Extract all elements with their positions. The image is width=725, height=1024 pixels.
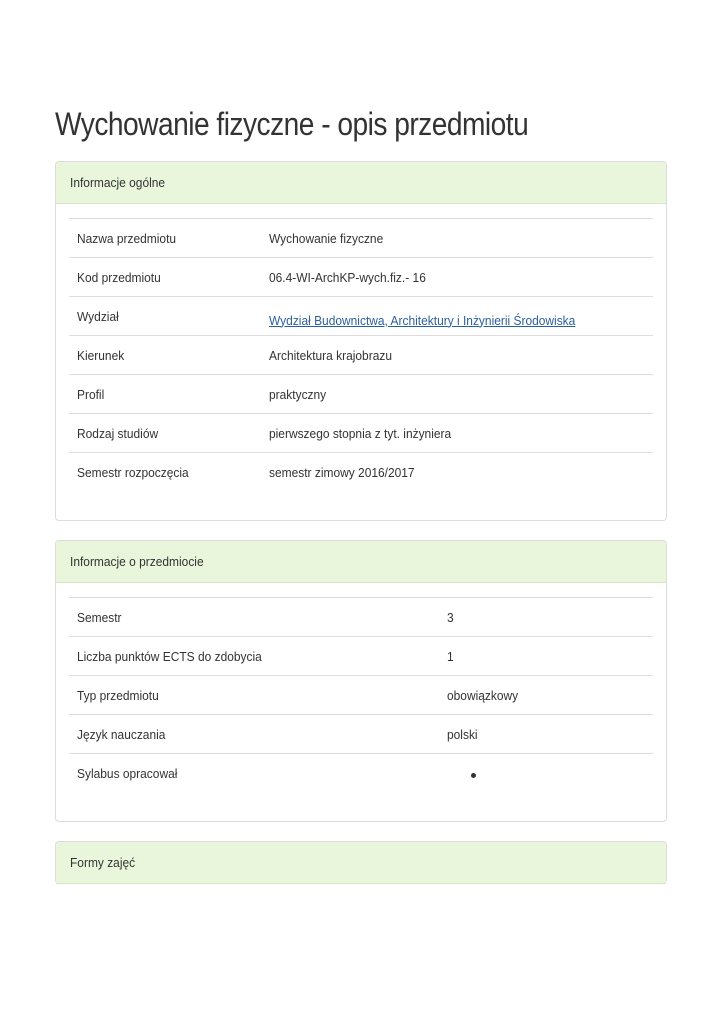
row-label: Semestr rozpoczęcia xyxy=(69,453,261,492)
general-info-table xyxy=(69,218,653,491)
table-row xyxy=(69,754,653,793)
subject-info-body xyxy=(56,583,666,792)
table-row xyxy=(69,219,653,258)
general-info-panel xyxy=(55,161,667,521)
row-label: Profil xyxy=(69,375,261,414)
row-value: obowiązkowy xyxy=(439,676,653,715)
general-info-heading-text: Informacje ogólne xyxy=(70,175,166,190)
general-info-body xyxy=(56,204,666,491)
row-label: Semestr xyxy=(69,598,439,637)
row-label: Liczba punktów ECTS do zdobycia xyxy=(69,637,439,676)
row-label: Kod przedmiotu xyxy=(69,258,261,297)
page-title: Wychowanie fizyczne - opis przedmiotu xyxy=(55,106,529,142)
class-forms-heading xyxy=(56,842,666,884)
bullet-icon xyxy=(471,773,476,778)
row-label: Język nauczania xyxy=(69,715,439,754)
class-forms-panel xyxy=(55,841,667,884)
row-label: Typ przedmiotu xyxy=(69,676,439,715)
faculty-link[interactable]: Wydział Budownictwa, Architektury i Inżynierii Środowiska xyxy=(269,312,576,328)
table-row xyxy=(69,676,653,715)
row-value: polski xyxy=(439,715,653,754)
table-row xyxy=(69,453,653,492)
row-value: Architektura krajobrazu xyxy=(261,336,653,375)
general-info-heading xyxy=(56,162,666,204)
row-label: Nazwa przedmiotu xyxy=(69,219,261,258)
table-row xyxy=(69,375,653,414)
table-row xyxy=(69,598,653,637)
table-row xyxy=(69,715,653,754)
row-value: semestr zimowy 2016/2017 xyxy=(261,453,653,492)
subject-info-heading-text: Informacje o przedmiocie xyxy=(70,554,204,569)
row-value xyxy=(439,754,653,793)
subject-info-panel xyxy=(55,540,667,822)
row-label: Wydział xyxy=(69,297,261,336)
subject-info-table xyxy=(69,597,653,792)
row-label: Sylabus opracował xyxy=(69,754,439,793)
row-value: pierwszego stopnia z tyt. inżyniera xyxy=(261,414,653,453)
row-value: Wychowanie fizyczne xyxy=(261,219,653,258)
table-row xyxy=(69,258,653,297)
row-value: 3 xyxy=(439,598,653,637)
table-row xyxy=(69,297,653,336)
row-label: Kierunek xyxy=(69,336,261,375)
row-value xyxy=(261,297,653,336)
table-row xyxy=(69,414,653,453)
row-value: 1 xyxy=(439,637,653,676)
row-label: Rodzaj studiów xyxy=(69,414,261,453)
table-row xyxy=(69,637,653,676)
class-forms-heading-text: Formy zajęć xyxy=(70,855,136,870)
row-value: 06.4-WI-ArchKP-wych.fiz.- 16 xyxy=(261,258,653,297)
row-value: praktyczny xyxy=(261,375,653,414)
subject-info-heading xyxy=(56,541,666,583)
table-row xyxy=(69,336,653,375)
